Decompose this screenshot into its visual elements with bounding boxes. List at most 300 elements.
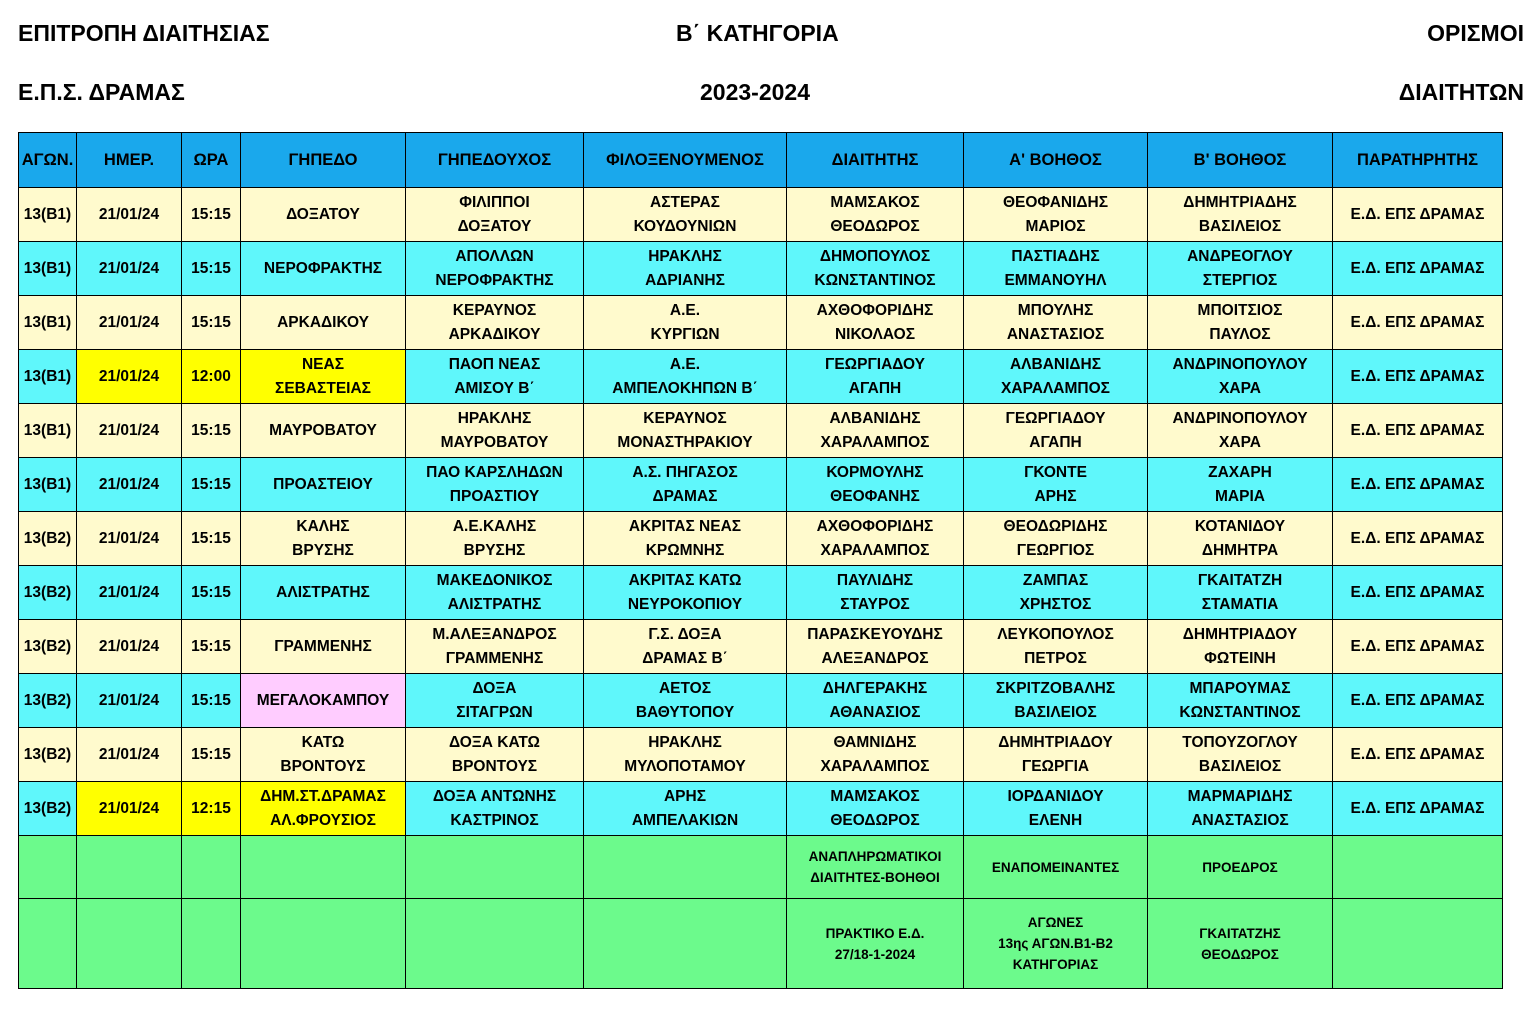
column-header-time: ΩΡΑ: [182, 133, 241, 188]
cell-referee: [787, 458, 964, 512]
footer-empty-cell: [406, 836, 584, 899]
footer-empty-cell: [182, 899, 241, 989]
cell-line: ΘΕΟΔΩΡΟΣ: [830, 217, 920, 235]
cell-line: ΒΑΘΥΤΟΠΟΥ: [635, 703, 735, 721]
cell-line: ΑΜΠΕΛΑΚΙΩΝ: [631, 811, 739, 829]
cell-line: ΑΝΔΡΕΟΓΛΟΥ: [1187, 247, 1293, 265]
cell-line: ΘΕΟΦΑΝΙΔΗΣ: [1002, 193, 1109, 211]
cell-line: ΠΑΥΛΙΔΗΣ: [836, 571, 914, 589]
cell-stadium: [241, 242, 406, 296]
cell-line: ΚΑΛΗΣ: [296, 517, 350, 535]
cell-line: ΠΡΟΑΣΤΕΙΟΥ: [273, 475, 373, 493]
cell-line: ΑΛΒΑΝΙΔΗΣ: [1009, 355, 1102, 373]
cell-line: ΜΑΜΣΑΚΟΣ: [830, 193, 920, 211]
cell-line: ΓΕΩΡΓΙΑΔΟΥ: [825, 355, 925, 373]
cell-away-team: [584, 728, 787, 782]
footer-note-cell: [787, 899, 964, 989]
cell-line: ΑΡΗΣ: [1034, 487, 1077, 505]
cell-line: ΝΕΡΟΦΡΑΚΤΗΣ: [435, 271, 554, 289]
footer-row: [19, 899, 1503, 989]
cell-line: ΑΓΑΠΗ: [1029, 433, 1082, 451]
footer-empty-cell: [77, 899, 182, 989]
cell-line: ΧΡΗΣΤΟΣ: [1019, 595, 1092, 613]
column-header-assistant2: Β' ΒΟΗΘΟΣ: [1148, 133, 1333, 188]
cell-line: ΓΚΑΙΤΑΤΖΗΣ: [1199, 925, 1281, 941]
cell-date: 21/01/24: [77, 458, 182, 512]
cell-time: 15:15: [182, 512, 241, 566]
cell-referee: [787, 188, 964, 242]
cell-line: ΚΟΤΑΝΙΔΟΥ: [1194, 517, 1286, 535]
federation-title: Ε.Π.Σ. ΔΡΑΜΑΣ: [18, 79, 185, 105]
footer-row: [19, 836, 1503, 899]
column-header-observer: ΠΑΡΑΤΗΡΗΤΗΣ: [1333, 133, 1503, 188]
column-header-referee: ΔΙΑΙΤΗΤΗΣ: [787, 133, 964, 188]
cell-observer: Ε.Δ. ΕΠΣ ΔΡΑΜΑΣ: [1333, 566, 1503, 620]
cell-line: ΘΑΜΝΙΔΗΣ: [833, 733, 917, 751]
cell-time: 15:15: [182, 296, 241, 350]
cell-agon: 13(Β1): [19, 242, 77, 296]
cell-date: 21/01/24: [77, 512, 182, 566]
cell-observer: Ε.Δ. ΕΠΣ ΔΡΑΜΑΣ: [1333, 782, 1503, 836]
cell-referee: [787, 674, 964, 728]
cell-referee: [787, 242, 964, 296]
cell-line: ΑΛΙΣΤΡΑΤΗΣ: [276, 583, 370, 601]
cell-line: Α.Ε.: [669, 355, 701, 373]
cell-line: ΑΝΑΣΤΑΣΙΟΣ: [1006, 325, 1105, 343]
table-row: [19, 620, 1503, 674]
cell-line: ΠΑΟ ΚΑΡΣΛΗΔΩΝ: [426, 463, 563, 481]
cell-line: ΒΡΥΣΗΣ: [463, 541, 526, 559]
category-title: Β΄ ΚΑΤΗΓΟΡΙΑ: [676, 20, 839, 46]
cell-assistant2: [1148, 674, 1333, 728]
cell-line: ΔΟΞΑΤΟΥ: [286, 205, 360, 223]
cell-line: ΑΧΘΟΦΟΡΙΔΗΣ: [816, 301, 934, 319]
cell-line: ΧΑΡΑΛΑΜΠΟΣ: [820, 541, 930, 559]
cell-line: ΠΕΤΡΟΣ: [1024, 649, 1087, 667]
referee-assignments-table: [18, 132, 1503, 989]
cell-agon: 13(Β1): [19, 458, 77, 512]
table-row: [19, 566, 1503, 620]
cell-agon: 13(Β2): [19, 782, 77, 836]
column-header-assistant1: Α' ΒΟΗΘΟΣ: [964, 133, 1148, 188]
cell-away-team: [584, 296, 787, 350]
cell-line: ΣΙΤΑΓΡΩΝ: [456, 703, 533, 721]
cell-away-team: [584, 350, 787, 404]
footer-empty-cell: [19, 899, 77, 989]
cell-line: ΓΕΩΡΓΙΑΔΟΥ: [1005, 409, 1106, 427]
cell-line: ΒΡΥΣΗΣ: [292, 541, 354, 559]
cell-line: ΑΛΒΑΝΙΔΗΣ: [829, 409, 921, 427]
cell-line: ΑΡΗΣ: [663, 787, 707, 805]
cell-agon: 13(Β2): [19, 620, 77, 674]
cell-assistant2: [1148, 296, 1333, 350]
column-header-away: ΦΙΛΟΞΕΝΟΥΜΕΝΟΣ: [584, 133, 787, 188]
cell-line: ΠΡΟΑΣΤΙΟΥ: [449, 487, 540, 505]
cell-line: ΜΠΟΙΤΣΙΟΣ: [1197, 301, 1283, 319]
cell-line: ΓΚΑΙΤΑΤΖΗ: [1197, 571, 1283, 589]
cell-line: ΔΗΛΓΕΡΑΚΗΣ: [822, 679, 928, 697]
season-title: 2023-2024: [700, 79, 810, 105]
cell-line: ΠΡΑΚΤΙΚΟ Ε.Δ.: [825, 925, 925, 941]
cell-away-team: [584, 404, 787, 458]
cell-home-team: [406, 620, 584, 674]
cell-line: ΚΥΡΓΙΩΝ: [650, 325, 720, 343]
assignments-title: ΟΡΙΣΜΟΙ: [1427, 20, 1524, 46]
cell-line: ΑΔΡΙΑΝΗΣ: [645, 271, 725, 289]
cell-away-team: [584, 512, 787, 566]
cell-away-team: [584, 188, 787, 242]
cell-line: ΜΠΟΥΛΗΣ: [1017, 301, 1094, 319]
cell-line: ΘΕΟΦΑΝΗΣ: [830, 487, 920, 505]
cell-line: ΝΕΡΟΦΡΑΚΤΗΣ: [263, 259, 383, 277]
cell-line: ΚΕΡΑΥΝΟΣ: [452, 301, 537, 319]
cell-agon: 13(Β2): [19, 512, 77, 566]
cell-assistant2: [1148, 242, 1333, 296]
cell-line: ΦΩΤΕΙΝΗ: [1204, 649, 1276, 667]
cell-line: ΑΓΩΝΕΣ: [1027, 915, 1084, 930]
cell-line: ΜΥΛΟΠΟΤΑΜΟΥ: [624, 757, 746, 775]
cell-home-team: [406, 728, 584, 782]
cell-referee: [787, 296, 964, 350]
cell-line: ΣΤΑΥΡΟΣ: [840, 595, 910, 613]
cell-line: ΜΟΝΑΣΤΗΡΑΚΙΟΥ: [617, 433, 753, 451]
cell-line: ΑΛΕΞΑΝΔΡΟΣ: [821, 649, 929, 667]
cell-line: ΠΑΣΤΙΑΔΗΣ: [1011, 247, 1100, 265]
cell-assistant2: [1148, 728, 1333, 782]
footer-empty-cell: [584, 836, 787, 899]
cell-line: ΑΕΤΟΣ: [658, 679, 712, 697]
cell-assistant2: [1148, 458, 1333, 512]
cell-stadium: [241, 296, 406, 350]
cell-date: 21/01/24: [77, 620, 182, 674]
cell-home-team: [406, 566, 584, 620]
cell-time: 15:15: [182, 620, 241, 674]
cell-time: 15:15: [182, 728, 241, 782]
cell-assistant1: [964, 296, 1148, 350]
footer-note-cell: [1148, 899, 1333, 989]
cell-line: ΔΗΜ.ΣΤ.ΔΡΑΜΑΣ: [260, 787, 386, 805]
cell-line: ΔΗΜΗΤΡΙΑΔΗΣ: [1183, 193, 1297, 211]
cell-observer: Ε.Δ. ΕΠΣ ΔΡΑΜΑΣ: [1333, 296, 1503, 350]
table-row: [19, 404, 1503, 458]
footer-empty-cell: [77, 836, 182, 899]
cell-assistant2: [1148, 620, 1333, 674]
cell-line: ΛΕΥΚΟΠΟΥΛΟΣ: [997, 625, 1114, 643]
cell-line: ΜΕΓΑΛΟΚΑΜΠΟΥ: [256, 691, 390, 709]
footer-empty-cell: [584, 899, 787, 989]
cell-line: ΝΕΥΡΟΚΟΠΙΟΥ: [627, 595, 743, 613]
cell-line: ΑΛ.ΦΡΟΥΣΙΟΣ: [270, 811, 376, 829]
cell-line: Μ.ΑΛΕΞΑΝΔΡΟΣ: [432, 625, 557, 643]
cell-time: 12:00: [182, 350, 241, 404]
footer-note-cell: [964, 836, 1148, 899]
cell-line: ΧΑΡΑΛΑΜΠΟΣ: [820, 757, 930, 775]
cell-assistant1: [964, 458, 1148, 512]
cell-referee: [787, 350, 964, 404]
cell-stadium: [241, 188, 406, 242]
table-row: [19, 458, 1503, 512]
cell-line: ΖΑΜΠΑΣ: [1022, 571, 1089, 589]
cell-line: Α.Ε.: [669, 301, 701, 319]
cell-line: ΑΚΡΙΤΑΣ ΚΑΤΩ: [628, 571, 742, 589]
cell-line: ΑΡΚΑΔΙΚΟΥ: [277, 313, 369, 331]
cell-line: ΔΟΞΑ ΑΝΤΩΝΗΣ: [432, 787, 557, 805]
cell-line: ΔΡΑΜΑΣ: [652, 487, 718, 505]
cell-agon: 13(Β2): [19, 728, 77, 782]
cell-line: ΓΡΑΜΜΕΝΗΣ: [274, 637, 372, 655]
cell-line: ΔΟΞΑ ΚΑΤΩ: [449, 733, 540, 751]
footer-note-cell: [964, 899, 1148, 989]
cell-stadium: [241, 566, 406, 620]
cell-line: ΜΑΡΜΑΡΙΔΗΣ: [1187, 787, 1293, 805]
cell-line: ΜΑΡΙΑ: [1215, 487, 1265, 505]
cell-line: ΜΑΚΕΔΟΝΙΚΟΣ: [436, 571, 553, 589]
cell-line: ΓΕΩΡΓΙΑ: [1021, 757, 1090, 775]
cell-line: ΗΡΑΚΛΗΣ: [648, 733, 722, 751]
cell-home-team: [406, 782, 584, 836]
table-header-row: [19, 133, 1503, 188]
cell-date: 21/01/24: [77, 782, 182, 836]
cell-stadium: [241, 350, 406, 404]
cell-observer: Ε.Δ. ΕΠΣ ΔΡΑΜΑΣ: [1333, 350, 1503, 404]
cell-line: ΖΑΧΑΡΗ: [1208, 463, 1272, 481]
cell-line: ΦΙΛΙΠΠΟΙ: [459, 193, 530, 211]
cell-time: 15:15: [182, 566, 241, 620]
cell-line: ΒΡΟΝΤΟΥΣ: [280, 757, 366, 775]
cell-line: ΔΙΑΙΤΗΤΕΣ-ΒΟΗΘΟΙ: [810, 870, 940, 885]
cell-line: ΑΝΑΣΤΑΣΙΟΣ: [1191, 811, 1289, 829]
cell-line: ΑΠΟΛΛΩΝ: [455, 247, 534, 265]
cell-observer: Ε.Δ. ΕΠΣ ΔΡΑΜΑΣ: [1333, 620, 1503, 674]
column-header-agon: ΑΓΩΝ.: [19, 133, 77, 188]
cell-line: ΣΤΑΜΑΤΙΑ: [1201, 595, 1279, 613]
cell-line: ΜΑΥΡΟΒΑΤΟΥ: [269, 421, 377, 439]
cell-date: 21/01/24: [77, 728, 182, 782]
cell-line: ΓΕΩΡΓΙΟΣ: [1016, 541, 1095, 559]
cell-assistant1: [964, 512, 1148, 566]
table-row: [19, 350, 1503, 404]
cell-line: ΔΟΞΑΤΟΥ: [457, 217, 532, 235]
cell-line: ΚΟΡΜΟΥΛΗΣ: [826, 463, 924, 481]
cell-assistant1: [964, 404, 1148, 458]
cell-date: 21/01/24: [77, 404, 182, 458]
column-header-home: ΓΗΠΕΔΟΥΧΟΣ: [406, 133, 584, 188]
cell-date: 21/01/24: [77, 674, 182, 728]
cell-date: 21/01/24: [77, 566, 182, 620]
cell-line: ΑΝΑΠΛΗΡΩΜΑΤΙΚΟΙ: [808, 849, 942, 864]
cell-referee: [787, 404, 964, 458]
cell-assistant1: [964, 782, 1148, 836]
cell-agon: 13(Β2): [19, 566, 77, 620]
cell-date: 21/01/24: [77, 296, 182, 350]
footer-note-cell: [1148, 836, 1333, 899]
cell-stadium: [241, 458, 406, 512]
table-row: [19, 188, 1503, 242]
cell-stadium: [241, 674, 406, 728]
footer-empty-cell: [19, 836, 77, 899]
cell-assistant2: [1148, 512, 1333, 566]
cell-referee: [787, 782, 964, 836]
cell-home-team: [406, 512, 584, 566]
cell-line: ΚΑΤΩ: [301, 733, 345, 751]
cell-home-team: [406, 674, 584, 728]
cell-line: ΔΗΜΟΠΟΥΛΟΣ: [819, 247, 931, 265]
cell-line: ΧΑΡΑ: [1219, 433, 1261, 451]
cell-date: 21/01/24: [77, 242, 182, 296]
cell-line: ΕΜΜΑΝΟΥΗΛ: [1004, 271, 1107, 289]
cell-assistant1: [964, 350, 1148, 404]
cell-assistant1: [964, 674, 1148, 728]
footer-empty-cell: [406, 899, 584, 989]
cell-line: ΚΡΩΜΝΗΣ: [645, 541, 725, 559]
cell-line: ΙΟΡΔΑΝΙΔΟΥ: [1007, 787, 1104, 805]
cell-assistant2: [1148, 350, 1333, 404]
cell-referee: [787, 566, 964, 620]
cell-line: ΠΡΟΕΔΡΟΣ: [1202, 859, 1278, 875]
cell-line: ΑΚΡΙΤΑΣ ΝΕΑΣ: [628, 517, 742, 535]
cell-time: 15:15: [182, 458, 241, 512]
cell-line: ΧΑΡΑΛΑΜΠΟΣ: [820, 433, 930, 451]
cell-line: ΔΗΜΗΤΡΑ: [1201, 541, 1279, 559]
cell-agon: 13(Β1): [19, 188, 77, 242]
cell-line: ΑΓΑΠΗ: [848, 379, 902, 397]
cell-home-team: [406, 242, 584, 296]
cell-line: ΔΟΞΑ: [472, 679, 517, 697]
cell-line: ΓΡΑΜΜΕΝΗΣ: [445, 649, 544, 667]
cell-date: 21/01/24: [77, 188, 182, 242]
cell-line: ΜΑΡΙΟΣ: [1025, 217, 1086, 235]
cell-time: 15:15: [182, 242, 241, 296]
cell-home-team: [406, 404, 584, 458]
cell-referee: [787, 728, 964, 782]
cell-line: ΤΟΠΟΥΖΟΓΛΟΥ: [1182, 733, 1298, 751]
column-header-stadium: ΓΗΠΕΔΟ: [241, 133, 406, 188]
cell-line: ΚΑΣΤΡΙΝΟΣ: [450, 811, 539, 829]
cell-line: ΑΜΠΕΛΟΚΗΠΩΝ Β΄: [612, 379, 758, 397]
cell-referee: [787, 512, 964, 566]
cell-line: 13ης ΑΓΩΝ.Β1-Β2: [998, 936, 1113, 951]
cell-agon: 13(Β1): [19, 350, 77, 404]
cell-line: ΣΕΒΑΣΤΕΙΑΣ: [275, 379, 371, 397]
table-row: [19, 296, 1503, 350]
table-row: [19, 242, 1503, 296]
cell-agon: 13(Β1): [19, 404, 77, 458]
cell-line: ΧΑΡΑΛΑΜΠΟΣ: [1001, 379, 1110, 397]
cell-line: ΑΜΙΣΟΥ Β΄: [454, 379, 535, 397]
cell-away-team: [584, 674, 787, 728]
cell-line: ΝΕΑΣ: [301, 355, 345, 373]
cell-time: 15:15: [182, 674, 241, 728]
cell-away-team: [584, 566, 787, 620]
cell-observer: Ε.Δ. ΕΠΣ ΔΡΑΜΑΣ: [1333, 512, 1503, 566]
table-row: [19, 728, 1503, 782]
cell-line: ΘΕΟΔΩΡΟΣ: [830, 811, 920, 829]
cell-home-team: [406, 188, 584, 242]
cell-stadium: [241, 620, 406, 674]
cell-line: ΒΡΟΝΤΟΥΣ: [451, 757, 538, 775]
cell-stadium: [241, 512, 406, 566]
committee-title: ΕΠΙΤΡΟΠΗ ΔΙΑΙΤΗΣΙΑΣ: [18, 20, 270, 46]
cell-assistant2: [1148, 782, 1333, 836]
cell-assistant1: [964, 728, 1148, 782]
cell-stadium: [241, 728, 406, 782]
cell-line: Α.Ε.ΚΑΛΗΣ: [452, 517, 537, 535]
column-header-date: ΗΜΕΡ.: [77, 133, 182, 188]
cell-line: ΚΕΡΑΥΝΟΣ: [643, 409, 727, 427]
cell-assistant1: [964, 620, 1148, 674]
cell-line: ΠΑΟΠ ΝΕΑΣ: [448, 355, 541, 373]
cell-assistant1: [964, 188, 1148, 242]
cell-line: ΝΙΚΟΛΑΟΣ: [834, 325, 916, 343]
cell-line: ΔΗΜΗΤΡΙΑΔΟΥ: [1182, 625, 1298, 643]
cell-line: ΣΚΡΙΤΖΟΒΑΛΗΣ: [995, 679, 1116, 697]
footer-empty-cell: [241, 899, 406, 989]
cell-line: ΚΑΤΗΓΟΡΙΑΣ: [1012, 957, 1099, 972]
cell-assistant2: [1148, 188, 1333, 242]
cell-line: ΠΑΡΑΣΚΕΥΟΥΔΗΣ: [807, 625, 943, 643]
cell-line: ΒΑΣΙΛΕΙΟΣ: [1198, 217, 1282, 235]
cell-line: ΧΑΡΑ: [1219, 379, 1261, 397]
cell-line: ΘΕΟΔΩΡΟΣ: [1201, 946, 1279, 962]
cell-line: ΑΘΑΝΑΣΙΟΣ: [829, 703, 921, 721]
cell-line: ΒΑΣΙΛΕΙΟΣ: [1014, 703, 1097, 721]
cell-away-team: [584, 458, 787, 512]
table-row: [19, 512, 1503, 566]
cell-observer: Ε.Δ. ΕΠΣ ΔΡΑΜΑΣ: [1333, 404, 1503, 458]
cell-away-team: [584, 242, 787, 296]
cell-line: Γ.Σ. ΔΟΞΑ: [648, 625, 722, 643]
footer-empty-cell: [182, 836, 241, 899]
cell-stadium: [241, 404, 406, 458]
footer-note-cell: [787, 836, 964, 899]
cell-home-team: [406, 458, 584, 512]
cell-line: ΜΑΜΣΑΚΟΣ: [830, 787, 920, 805]
cell-time: 12:15: [182, 782, 241, 836]
table-row: [19, 782, 1503, 836]
cell-observer: Ε.Δ. ΕΠΣ ΔΡΑΜΑΣ: [1333, 674, 1503, 728]
cell-line: 27/18-1-2024: [834, 946, 916, 962]
cell-line: ΑΧΘΟΦΟΡΙΔΗΣ: [816, 517, 934, 535]
cell-line: ΔΗΜΗΤΡΙΑΔΟΥ: [998, 733, 1113, 751]
cell-line: ΚΩΝΣΤΑΝΤΙΝΟΣ: [1179, 703, 1301, 721]
cell-observer: Ε.Δ. ΕΠΣ ΔΡΑΜΑΣ: [1333, 188, 1503, 242]
cell-line: ΜΠΑΡΟΥΜΑΣ: [1189, 679, 1291, 697]
cell-line: ΓΚΟΝΤΕ: [1024, 463, 1087, 481]
cell-line: ΜΑΥΡΟΒΑΤΟΥ: [440, 433, 549, 451]
cell-line: ΚΩΝΣΤΑΝΤΙΝΟΣ: [814, 271, 936, 289]
cell-line: ΚΟΥΔΟΥΝΙΩΝ: [633, 217, 737, 235]
cell-away-team: [584, 782, 787, 836]
cell-referee: [787, 620, 964, 674]
cell-line: ΑΡΚΑΔΙΚΟΥ: [448, 325, 541, 343]
cell-line: ΘΕΟΔΩΡΙΔΗΣ: [1003, 517, 1108, 535]
cell-time: 15:15: [182, 404, 241, 458]
cell-line: ΑΣΤΕΡΑΣ: [650, 193, 720, 211]
footer-empty-cell: [1333, 899, 1503, 989]
cell-line: ΕΛΕΝΗ: [1028, 811, 1083, 829]
cell-assistant1: [964, 242, 1148, 296]
cell-line: Α.Σ. ΠΗΓΑΣΟΣ: [632, 463, 738, 481]
cell-agon: 13(Β1): [19, 296, 77, 350]
cell-line: ΗΡΑΚΛΗΣ: [648, 247, 722, 265]
cell-line: ΣΤΕΡΓΙΟΣ: [1202, 271, 1278, 289]
footer-empty-cell: [241, 836, 406, 899]
cell-observer: Ε.Δ. ΕΠΣ ΔΡΑΜΑΣ: [1333, 458, 1503, 512]
table-body: [19, 188, 1503, 989]
cell-date: 21/01/24: [77, 350, 182, 404]
cell-line: ΗΡΑΚΛΗΣ: [457, 409, 532, 427]
referees-title: ΔΙΑΙΤΗΤΩΝ: [1398, 79, 1524, 105]
